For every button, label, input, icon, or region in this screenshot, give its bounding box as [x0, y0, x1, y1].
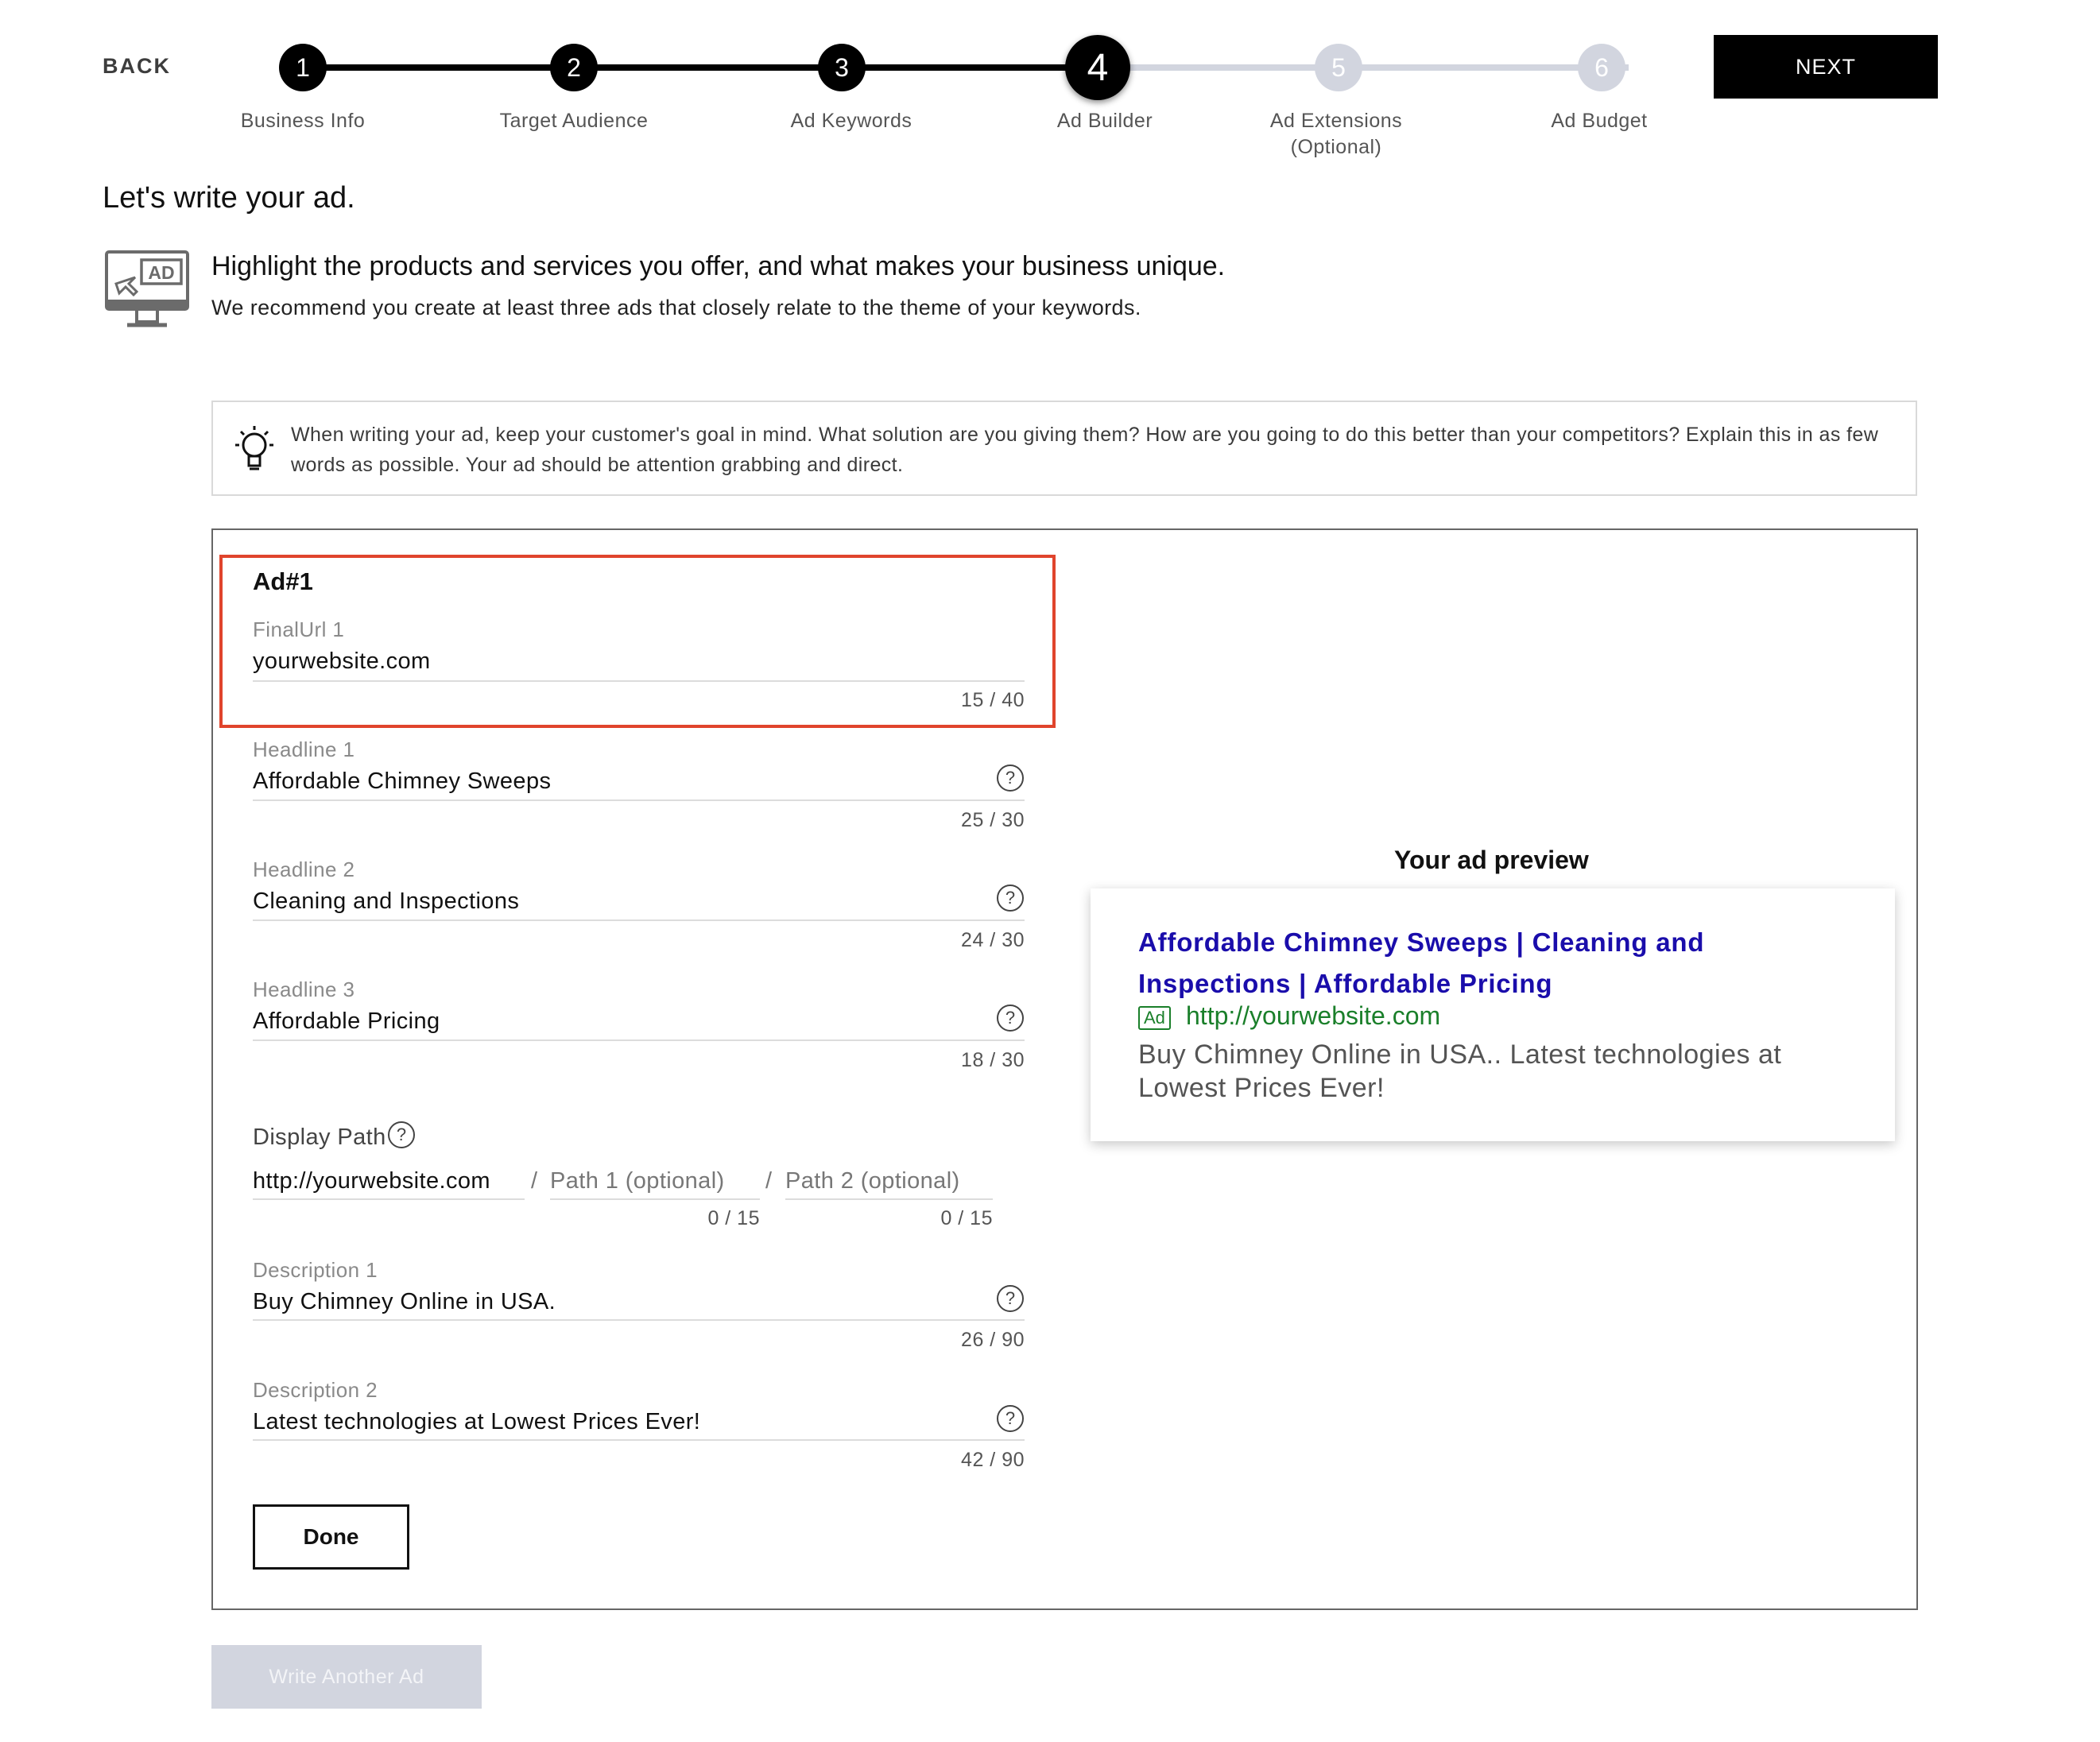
step-5-label: Ad Extensions (Optional) — [1269, 110, 1403, 158]
lightbulb-icon — [232, 424, 277, 472]
headline-1-label: Headline 1 — [253, 737, 355, 761]
description-1-input[interactable]: Buy Chimney Online in USA. — [253, 1289, 556, 1314]
step-1-marker[interactable]: 1 — [279, 44, 327, 91]
headline-2-help-icon[interactable]: ? — [997, 885, 1024, 912]
headline-3-label: Headline 3 — [253, 977, 355, 1001]
path-1-input[interactable]: Path 1 (optional) — [550, 1168, 725, 1194]
ad-icon-text: AD — [148, 262, 175, 283]
display-path-help-icon[interactable]: ? — [388, 1121, 415, 1148]
step-2-label: Target Audience — [499, 110, 649, 132]
path-separator-1: / — [531, 1168, 538, 1194]
step-1-label: Business Info — [240, 110, 366, 132]
stepper-track-complete — [303, 64, 1098, 71]
path-separator-2: / — [765, 1168, 773, 1194]
headline-3-input[interactable]: Affordable Pricing — [253, 1008, 440, 1034]
preview-description: Buy Chimney Online in USA.. Latest technologies at Lowest Prices Ever! — [1138, 1039, 1782, 1103]
headline-2-counter: 24 / 30 — [961, 929, 1025, 951]
headline-2-label: Headline 2 — [253, 857, 355, 881]
preview-headline: Affordable Chimney Sweeps | Cleaning and Inspections | Affordable Pricing — [1138, 927, 1705, 998]
headline-1-underline — [253, 799, 1025, 801]
headline-3-underline — [253, 1039, 1025, 1041]
stepper-track-remaining — [1098, 64, 1629, 71]
description-2-help-icon[interactable]: ? — [997, 1405, 1024, 1432]
headline-1-help-icon[interactable]: ? — [997, 765, 1024, 792]
write-another-ad-button: Write Another Ad — [211, 1645, 482, 1709]
description-1-label: Description 1 — [253, 1258, 378, 1282]
path-1-underline — [550, 1198, 760, 1200]
preview-url: http://yourwebsite.com — [1186, 1001, 1441, 1030]
display-path-base-underline — [253, 1198, 525, 1200]
step-4-label: Ad Builder — [1056, 110, 1153, 132]
description-2-label: Description 2 — [253, 1378, 378, 1402]
intro-subheading: We recommend you create at least three ads that closely relate to the theme of your keywords. — [211, 296, 1141, 319]
final-url-input[interactable]: yourwebsite.com — [253, 648, 431, 674]
headline-3-counter: 18 / 30 — [961, 1049, 1025, 1071]
headline-2-underline — [253, 919, 1025, 921]
done-button[interactable]: Done — [253, 1504, 409, 1570]
ad-title: Ad#1 — [253, 567, 313, 595]
description-1-underline — [253, 1319, 1025, 1321]
display-path-label: Display Path — [253, 1125, 386, 1150]
description-1-help-icon[interactable]: ? — [997, 1285, 1024, 1312]
path-2-counter: 0 / 15 — [940, 1207, 993, 1229]
step-4-marker[interactable]: 4 — [1065, 35, 1130, 100]
path-2-input[interactable]: Path 2 (optional) — [785, 1168, 960, 1194]
display-path-base: http://yourwebsite.com — [253, 1168, 490, 1194]
next-button[interactable]: NEXT — [1714, 35, 1938, 99]
final-url-underline — [253, 680, 1025, 682]
step-3-marker[interactable]: 3 — [818, 44, 866, 91]
description-1-counter: 26 / 90 — [961, 1329, 1025, 1351]
ad-preview-card — [1091, 888, 1895, 1141]
headline-1-counter: 25 / 30 — [961, 809, 1025, 831]
step-2-marker[interactable]: 2 — [550, 44, 598, 91]
step-6-marker: 6 — [1578, 44, 1625, 91]
description-2-underline — [253, 1439, 1025, 1441]
preview-title: Your ad preview — [1394, 846, 1589, 874]
final-url-counter: 15 / 40 — [961, 689, 1025, 711]
ad-badge: Ad — [1138, 1006, 1171, 1030]
page-title: Let's write your ad. — [103, 181, 355, 215]
description-2-counter: 42 / 90 — [961, 1449, 1025, 1471]
back-button[interactable]: BACK — [103, 54, 171, 78]
tip-box — [211, 401, 1917, 496]
step-5-marker: 5 — [1315, 44, 1362, 91]
step-6-label: Ad Budget — [1551, 110, 1648, 132]
step-3-label: Ad Keywords — [790, 110, 912, 132]
headline-3-help-icon[interactable]: ? — [997, 1005, 1024, 1032]
path-1-counter: 0 / 15 — [707, 1207, 760, 1229]
headline-1-input[interactable]: Affordable Chimney Sweeps — [253, 768, 552, 794]
path-2-underline — [785, 1198, 993, 1200]
description-2-input[interactable]: Latest technologies at Lowest Prices Ever! — [253, 1409, 701, 1434]
intro-heading: Highlight the products and services you offer, and what makes your business unique. — [211, 251, 1226, 281]
ad-monitor-icon — [103, 249, 191, 336]
final-url-label: FinalUrl 1 — [253, 617, 345, 641]
tip-text: When writing your ad, keep your customer's goal in mind. What solution are you giving them? How are you going to do this better than your competitors? Explain this in as few words as possible. Your ad should be attention grabbing and direct. — [291, 424, 1879, 476]
headline-2-input[interactable]: Cleaning and Inspections — [253, 888, 520, 914]
